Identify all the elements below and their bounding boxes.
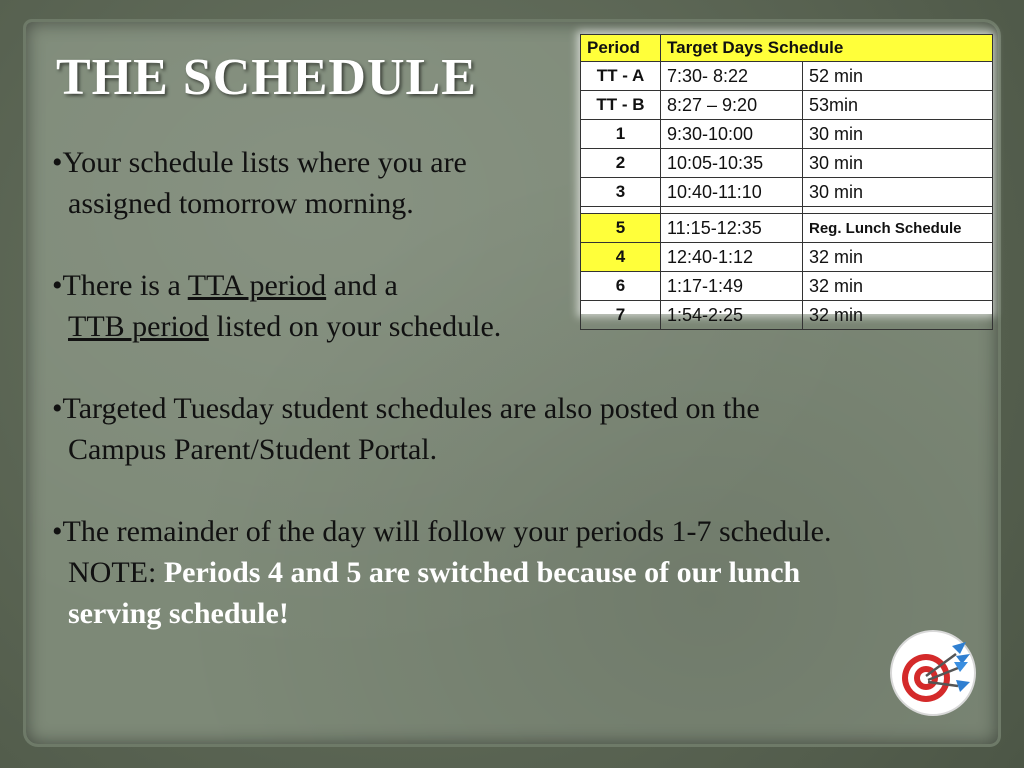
time-cell: 1:54-2:25 bbox=[661, 301, 803, 330]
bullet-line: •Targeted Tuesday student schedules are also posted on the bbox=[52, 392, 760, 425]
target-with-darts-icon bbox=[888, 628, 978, 718]
bullet-line bbox=[52, 265, 501, 306]
duration-cell: 52 min bbox=[803, 62, 993, 91]
table-row bbox=[581, 120, 993, 149]
note-label: NOTE: bbox=[68, 556, 164, 589]
table-row bbox=[581, 62, 993, 91]
bullet-tta-ttb bbox=[52, 265, 501, 347]
table-row bbox=[581, 214, 993, 243]
header-period: Period bbox=[581, 35, 661, 62]
note-bold-text: serving schedule! bbox=[68, 597, 289, 630]
duration-cell: 30 min bbox=[803, 120, 993, 149]
bullet-line bbox=[52, 552, 831, 593]
table-row bbox=[581, 149, 993, 178]
bullet-line: assigned tomorrow morning. bbox=[68, 187, 414, 220]
period-cell: 5 bbox=[581, 214, 661, 243]
duration-cell: 32 min bbox=[803, 301, 993, 330]
table-row bbox=[581, 178, 993, 207]
note-bold-text: Periods 4 and 5 are switched because of our lunch bbox=[163, 556, 801, 589]
bullet-schedule-lists bbox=[52, 142, 467, 224]
header-target-days: Target Days Schedule bbox=[661, 35, 993, 62]
table-row bbox=[581, 272, 993, 301]
schedule-header-row bbox=[581, 35, 993, 62]
duration-cell: 30 min bbox=[803, 178, 993, 207]
tta-period-term: TTA period bbox=[187, 269, 327, 302]
period-cell: 2 bbox=[581, 149, 661, 178]
bullet-text: •There is a bbox=[52, 269, 188, 302]
time-cell: 10:05-10:35 bbox=[661, 149, 803, 178]
time-cell: 11:15-12:35 bbox=[661, 214, 803, 243]
time-cell: 1:17-1:49 bbox=[661, 272, 803, 301]
bullet-text: listed on your schedule. bbox=[208, 310, 502, 343]
duration-cell: 30 min bbox=[803, 149, 993, 178]
period-cell: 7 bbox=[581, 301, 661, 330]
bullet-text: and a bbox=[326, 269, 398, 302]
time-cell: 9:30-10:00 bbox=[661, 120, 803, 149]
time-cell: 7:30- 8:22 bbox=[661, 62, 803, 91]
time-cell: 12:40-1:12 bbox=[661, 243, 803, 272]
duration-cell: 32 min bbox=[803, 272, 993, 301]
period-cell: TT - B bbox=[581, 91, 661, 120]
period-cell: TT - A bbox=[581, 62, 661, 91]
table-row bbox=[581, 91, 993, 120]
duration-cell: 53min bbox=[803, 91, 993, 120]
bullet-remainder bbox=[52, 511, 831, 634]
time-cell: 8:27 – 9:20 bbox=[661, 91, 803, 120]
duration-cell: 32 min bbox=[803, 243, 993, 272]
bullet-portal bbox=[52, 388, 760, 470]
period-cell: 4 bbox=[581, 243, 661, 272]
slide-title: THE SCHEDULE bbox=[56, 49, 477, 106]
duration-cell: Reg. Lunch Schedule bbox=[803, 214, 993, 243]
schedule-table-image bbox=[580, 34, 992, 325]
schedule-table bbox=[580, 34, 993, 330]
bullet-line: •Your schedule lists where you are bbox=[52, 146, 467, 179]
table-row bbox=[581, 301, 993, 330]
bullet-line bbox=[52, 306, 501, 347]
bullet-line: Campus Parent/Student Portal. bbox=[68, 433, 438, 466]
table-row bbox=[581, 243, 993, 272]
bullet-line: •The remainder of the day will follow your periods 1-7 schedule. bbox=[52, 515, 832, 548]
time-cell: 10:40-11:10 bbox=[661, 178, 803, 207]
ttb-period-term: TTB period bbox=[68, 310, 209, 343]
period-cell: 6 bbox=[581, 272, 661, 301]
table-gap-row bbox=[581, 207, 993, 214]
period-cell: 1 bbox=[581, 120, 661, 149]
period-cell: 3 bbox=[581, 178, 661, 207]
